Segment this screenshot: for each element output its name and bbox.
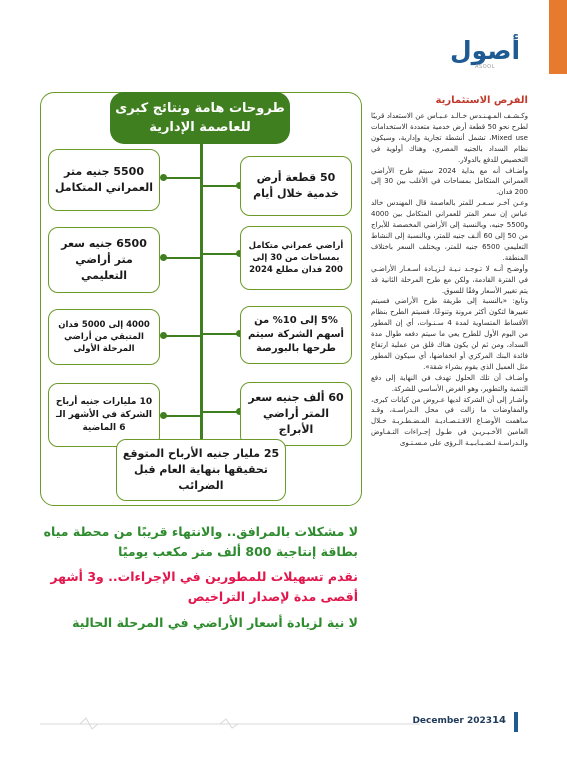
connector-dot — [160, 412, 167, 419]
info-card: 5500 جنيه متر العمراني المتكامل — [48, 149, 160, 211]
connector-branch — [163, 177, 201, 179]
headline: لا مشكلات بالمرافق.. والانتهاء قريبًا من محطة مياه بطاقة إنتاجية 800 ألف متر مكعب يوميًا — [43, 524, 358, 559]
connector-branch — [202, 185, 240, 187]
page-number: 14 — [492, 715, 506, 726]
article-paragraph: وأضـاف أنه مع بداية 2024 سيتم طرح الأراضي العمراني المتكامل بمساحات في الأغلب بين 30 إلى 200 فدان. — [371, 166, 528, 197]
footer-date: December 2023 — [412, 716, 492, 726]
info-card: أراضي عمراني متكامل بمساحات من 30 إلى 200 فدان مطلع 2024 — [240, 226, 352, 290]
info-card: 5% إلى 10% من أسهم الشركة سيتم طرحها بالبورصة — [240, 306, 352, 364]
info-card: 50 قطعة أرض خدمية خلال أيام — [240, 156, 352, 216]
connector-branch — [202, 333, 240, 335]
article-paragraph: وتابع: «بالنسبة إلى طريقة طرح الأراضي فسيتم تغييرها لتكون أكثر مرونة وتنوعًا، فسيتم الطرح بنظام الأقساط المتساوية لمدة 4 سـنـوات، أي إن المطور من اليوم الأول للطرح يعي ما سيتم دفعه طوال مدة السداد، ومن ثم لن يكون هناك قلق من عملية ارتفاع فائدة البنك المركزي أو انخفاضها، أي سيكون المطور مثل العميل الذي يقوم بشراء شقة». — [371, 297, 528, 371]
info-card: 6500 جنيه سعر متر أراضي التعليمي — [48, 227, 160, 293]
top-accent-bar — [549, 0, 567, 74]
page-footer — [40, 712, 530, 736]
headline: نقدم تسهيلات للمطورين في الإجراءات.. و3 أشهر أقصى مدة لإصدار التراخيص — [50, 569, 358, 604]
article-paragraph: وأشـار إلى أن الشركة لديها عـروض من كيانات كبرى، والمفاوضات ما زالت في محل الـدراسـة، وقـد ساهمت الأوضـاع الاقـتـصـاديـة المـضـطـربـة خـلال العامين الأخـيـريـن في طـول إجـراءات التـفـاوض والـدراسـة لـضـبـابـيـة الـرؤى على مـسـتـوى — [371, 395, 528, 448]
brand-logo — [445, 36, 525, 76]
footer-accent-bar — [514, 712, 518, 732]
info-card: 10 مليارات جنيه أرباح الشركة في الأشهر الـ 6 الماضية — [48, 383, 160, 447]
connector-dot — [160, 332, 167, 339]
connector-branch — [163, 257, 201, 259]
infobox-title: طروحات هامة ونتائج كبرى للعاصمة الإدارية — [110, 92, 290, 144]
infobox — [40, 92, 362, 512]
connector-dot — [160, 254, 167, 261]
article-column — [371, 95, 528, 449]
logo-subtext: ASOOL — [475, 64, 495, 70]
headline: لا نية لزيادة أسعار الأراضي في المرحلة الحالية — [72, 615, 358, 630]
article-paragraph: وأضـاف أن تلك الحلول تهدف في النهاية إلى دفع التنمية والتطوير، وهو الغرض الأساسي للشركة. — [371, 373, 528, 393]
footer-wave-line — [40, 714, 420, 734]
info-card: 4000 إلى 5000 فدان المتبقي من أراضي المرحلة الأولى — [48, 309, 160, 365]
article-paragraph: وكـشـف المـهـنـدس خـالـد عـبـاس عن الاستعداد قريبًا لطرح نحو 50 قطعة أرض خدمية متعددة الاستخدامات Mixed use، تشمل أنشطة تجارية وإدارية، وسيكون نظام السداد بالجنيه المصري، وهناك أولوية في التخصيص للدفع بالدولار. — [371, 112, 528, 164]
section-title: الفرص الاستثمارية — [435, 95, 528, 106]
connector-branch — [163, 415, 201, 417]
info-card: 60 ألف جنيه سعر المتر أراضي الأبراج — [240, 382, 352, 446]
connector-dot — [160, 174, 167, 181]
connector-branch — [202, 411, 240, 413]
article-paragraph: وأوضـح أنـه لا تـوجـد نـيـة لـزيـادة أسـعـار الأراضـي في الفترة القادمة، ولكن مع طرح المرحلة الثانية قد يتم تغيير الأسعار وفقًا للسوق. — [371, 264, 528, 295]
connector-branch — [202, 253, 240, 255]
article-paragraph: وعـن آخـر سـعـر للمتر بالعاصمة قال المهندس خالد عباس إن سعر المتر للعمراني المتكامل بين 4000 و5500 جنيه، وبالنسبة إلى الأراضي المخصصة للأبراج من 50 إلى 60 ألـف جنيه للمتر، وبالنسبة إلى النشاط التعليمي 6500 جنيه للمتر، ويختلف السعر باختلاف المنطقة. — [371, 199, 529, 262]
info-card-bottom: 25 مليار جنيه الأرباح المتوقع تحقيقها بنهاية العام قبل الضرائب — [116, 439, 286, 501]
connector-branch — [163, 335, 201, 337]
connector-spine — [200, 144, 203, 468]
logo-text: أصول — [449, 36, 521, 65]
